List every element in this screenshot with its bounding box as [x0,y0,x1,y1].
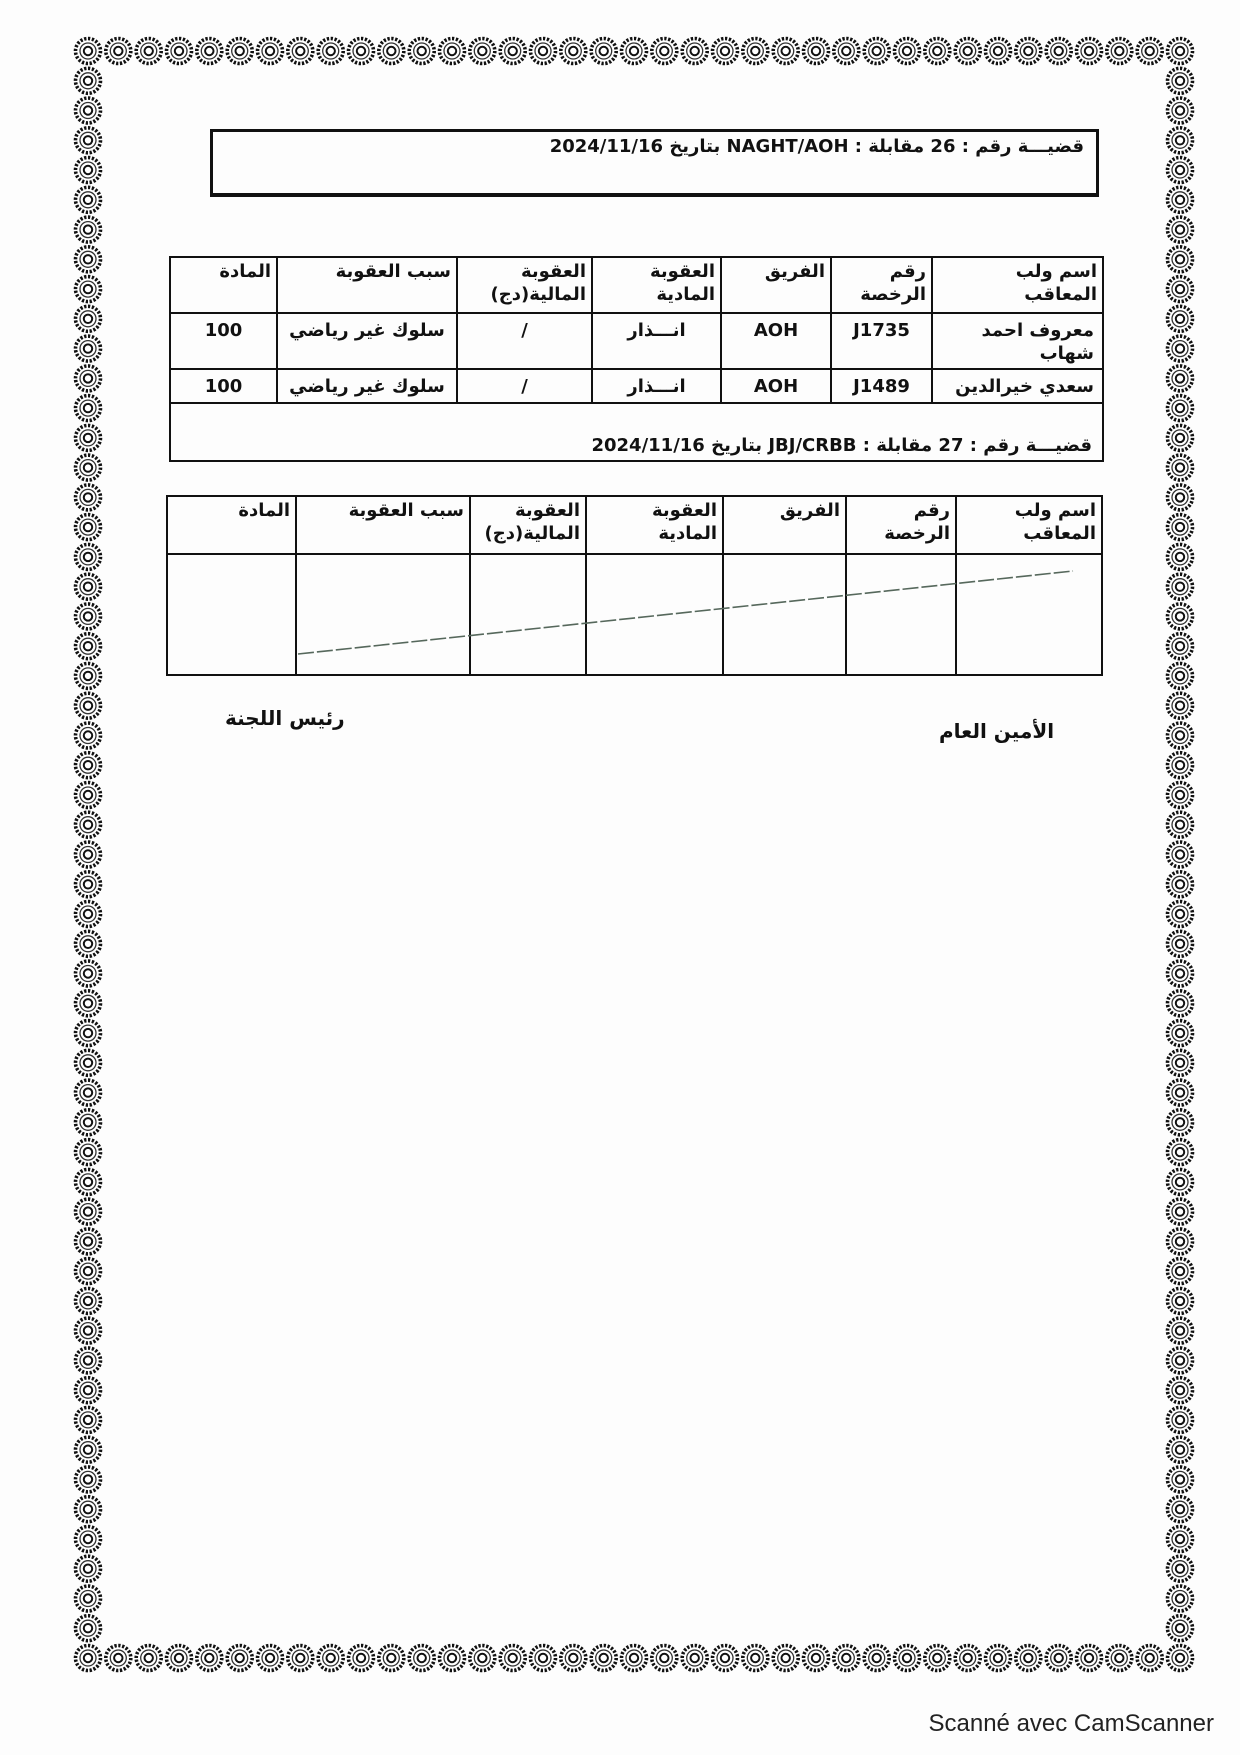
border-ornament [76,604,101,629]
border-ornament [1168,1199,1193,1224]
border-ornament [773,1646,798,1671]
scanner-watermark: Scanné avec CamScanner [928,1710,1214,1737]
border-ornament [1107,1646,1132,1671]
border-ornament [1168,1467,1193,1492]
border-ornament [1168,366,1193,391]
border-ornament [1168,693,1193,718]
border-ornament [76,217,101,242]
border-ornament [500,1646,525,1671]
border-ornament [258,1646,283,1671]
empty-cell [470,554,586,675]
border-ornament [227,39,252,64]
border-ornament [1168,544,1193,569]
financial-penalty-cell: / [457,313,592,369]
border-ornament [773,39,798,64]
border-ornament [622,39,647,64]
border-ornament [76,991,101,1016]
column-header-reason: سبب العقوبة [277,257,457,313]
border-ornament [106,39,131,64]
border-ornament [1168,1407,1193,1432]
player-name-cell: سعدي خيرالدين [932,369,1103,403]
border-ornament [76,68,101,93]
border-ornament [986,39,1011,64]
border-ornament [76,693,101,718]
border-ornament [622,1646,647,1671]
border-ornament [743,1646,768,1671]
border-ornament [1168,902,1193,927]
border-ornament [409,39,434,64]
reason-cell: سلوك غير رياضي [277,313,457,369]
border-ornament [76,1080,101,1105]
border-ornament [561,39,586,64]
table-row [170,369,1103,403]
border-ornament [76,396,101,421]
border-ornament [1168,128,1193,153]
border-ornament [1046,39,1071,64]
empty-cell [956,554,1102,675]
border-ornament [591,1646,616,1671]
border-ornament [76,247,101,272]
empty-cell [296,554,470,675]
article-cell: 100 [170,369,277,403]
license-cell: J1489 [831,369,932,403]
column-header-article: المادة [167,496,296,554]
border-ornament [1168,634,1193,659]
border-ornament [1168,98,1193,123]
border-ornament [76,902,101,927]
border-ornament [76,574,101,599]
border-ornament [1168,1437,1193,1462]
border-ornament [1168,39,1193,64]
empty-row [167,554,1102,675]
border-ornament [76,1199,101,1224]
border-ornament [895,1646,920,1671]
column-header-article: المادة [170,257,277,313]
border-ornament [76,1616,101,1641]
border-ornament [76,1646,101,1671]
case-heading-box [210,129,1099,197]
border-ornament [1168,336,1193,361]
border-ornament [76,1527,101,1552]
border-ornament [167,1646,192,1671]
border-ornament [1168,991,1193,1016]
border-ornament [440,39,465,64]
border-ornament [1168,1318,1193,1343]
border-ornament [76,39,101,64]
border-ornament [76,336,101,361]
border-ornament [804,1646,829,1671]
column-header-license: رقم الرخصة [831,257,932,313]
border-ornament [76,1140,101,1165]
border-ornament [76,515,101,540]
border-ornament [76,1318,101,1343]
border-ornament [1168,723,1193,748]
financial-penalty-cell: / [457,369,592,403]
border-ornament [1168,1140,1193,1165]
border-ornament [76,1229,101,1254]
border-ornament [76,1586,101,1611]
border-ornament [76,1348,101,1373]
border-ornament [1168,1556,1193,1581]
border-ornament [76,1556,101,1581]
border-ornament [76,158,101,183]
border-ornament [834,1646,859,1671]
border-ornament [76,98,101,123]
border-ornament [106,1646,131,1671]
article-cell: 100 [170,313,277,369]
border-ornament [1168,396,1193,421]
border-ornament [561,1646,586,1671]
border-ornament [1168,663,1193,688]
reason-cell: سلوك غير رياضي [277,369,457,403]
border-ornament [76,872,101,897]
border-ornament [440,1646,465,1671]
border-ornament [895,39,920,64]
border-ornament [1168,1497,1193,1522]
border-ornament [379,1646,404,1671]
license-cell: J1735 [831,313,932,369]
border-ornament [1168,961,1193,986]
border-ornament [76,783,101,808]
border-ornament [1107,39,1132,64]
border-ornament [76,187,101,212]
case-heading-row [170,403,1103,461]
border-ornament [76,1437,101,1462]
border-ornament [1168,1110,1193,1135]
border-ornament [955,39,980,64]
border-ornament [955,1646,980,1671]
border-ornament [1168,217,1193,242]
case-title: قضيـــة رقم : 27 مقابلة : JBJ/CRBB بتاريخ 2024/11/16 [170,403,1103,461]
border-ornament [76,1259,101,1284]
border-ornament [1168,1586,1193,1611]
border-ornament [1046,1646,1071,1671]
team-cell: AOH [721,313,831,369]
column-header-financial-penalty: العقوبة المالية(دج) [470,496,586,554]
border-ornament [531,1646,556,1671]
border-ornament [925,1646,950,1671]
border-ornament [864,1646,889,1671]
border-ornament [258,39,283,64]
border-ornament [1168,306,1193,331]
border-ornament [76,1497,101,1522]
border-ornament [136,1646,161,1671]
border-ornament [834,39,859,64]
border-ornament [76,277,101,302]
border-ornament [76,723,101,748]
border-ornament [76,812,101,837]
column-header-name: اسم ولب المعاقب [932,257,1103,313]
material-penalty-cell: انـــذار [592,369,721,403]
border-ornament [76,485,101,510]
border-ornament [1168,1021,1193,1046]
border-ornament [1168,485,1193,510]
border-ornament [1168,1646,1193,1671]
border-ornament [76,753,101,778]
border-ornament [1077,39,1102,64]
border-ornament [652,1646,677,1671]
border-ornament [531,39,556,64]
border-ornament [76,842,101,867]
column-header-material-penalty: العقوبة المادية [592,257,721,313]
border-ornament [76,931,101,956]
border-ornament [76,1050,101,1075]
border-ornament [1168,842,1193,867]
border-ornament [76,663,101,688]
team-cell: AOH [721,369,831,403]
border-ornament [76,1169,101,1194]
border-ornament [1016,39,1041,64]
border-ornament [1168,187,1193,212]
border-ornament [1168,812,1193,837]
empty-cell [846,554,956,675]
border-ornament [1168,68,1193,93]
border-ornament [76,1021,101,1046]
border-ornament [1168,515,1193,540]
border-ornament [76,128,101,153]
border-ornament [1168,158,1193,183]
border-ornament [227,1646,252,1671]
border-ornament [1137,39,1162,64]
border-ornament [743,39,768,64]
border-ornament [379,39,404,64]
border-ornament [864,39,889,64]
border-ornament [682,39,707,64]
border-ornament [76,961,101,986]
column-header-financial-penalty: العقوبة المالية(دج) [457,257,592,313]
border-ornament [76,634,101,659]
border-ornament [1168,1288,1193,1313]
border-ornament [1137,1646,1162,1671]
border-ornament [470,39,495,64]
border-ornament [1168,455,1193,480]
player-name-cell: معروف احمد شهاب [932,313,1103,369]
border-ornament [76,455,101,480]
border-ornament [986,1646,1011,1671]
header-row [170,257,1103,313]
column-header-license: رقم الرخصة [846,496,956,554]
border-ornament [167,39,192,64]
column-header-name: اسم ولب المعاقب [956,496,1102,554]
border-ornament [1168,1050,1193,1075]
border-ornament [713,1646,738,1671]
border-ornament [500,39,525,64]
border-ornament [1168,425,1193,450]
empty-cell [586,554,723,675]
border-ornament [288,1646,313,1671]
border-ornament [591,39,616,64]
border-ornament [349,39,374,64]
border-ornament [1168,604,1193,629]
border-ornament [197,39,222,64]
border-ornament [76,1110,101,1135]
border-ornament [76,1288,101,1313]
border-ornament [804,39,829,64]
border-ornament [1168,1080,1193,1105]
border-ornament [682,1646,707,1671]
penalty-table-case-26 [169,256,1104,462]
border-ornament [76,306,101,331]
border-ornament [1168,1169,1193,1194]
border-ornament [1168,277,1193,302]
border-ornament [409,1646,434,1671]
border-ornament [1168,753,1193,778]
border-ornament [76,425,101,450]
border-ornament [1168,574,1193,599]
border-ornament [76,544,101,569]
border-ornament [925,39,950,64]
border-ornament [1168,783,1193,808]
border-ornament [1168,1378,1193,1403]
border-ornament [1016,1646,1041,1671]
border-ornament [1168,1229,1193,1254]
border-ornament [76,1378,101,1403]
border-ornament [1168,1527,1193,1552]
secretary-general-signature-label: الأمين العام [939,719,1055,743]
border-ornament [1168,1259,1193,1284]
border-ornament [1168,1616,1193,1641]
column-header-team: الفريق [721,257,831,313]
border-ornament [197,1646,222,1671]
committee-chair-signature-label: رئيس اللجنة [225,706,345,730]
table-row [170,313,1103,369]
penalty-table-case-27 [166,495,1103,676]
empty-cell [167,554,296,675]
border-ornament [76,1467,101,1492]
column-header-material-penalty: العقوبة المادية [586,496,723,554]
case-title: قضيـــة رقم : 26 مقابلة : NAGHT/AOH بتاريخ 2024/11/16 [549,136,1084,157]
border-ornament [652,39,677,64]
header-row [167,496,1102,554]
material-penalty-cell: انـــذار [592,313,721,369]
border-ornament [713,39,738,64]
border-ornament [318,1646,343,1671]
border-ornament [136,39,161,64]
border-ornament [318,39,343,64]
column-header-reason: سبب العقوبة [296,496,470,554]
border-ornament [470,1646,495,1671]
column-header-team: الفريق [723,496,846,554]
border-ornament [1168,247,1193,272]
border-ornament [349,1646,374,1671]
border-ornament [76,1407,101,1432]
border-ornament [1168,872,1193,897]
empty-cell [723,554,846,675]
border-ornament [288,39,313,64]
border-ornament [76,366,101,391]
border-ornament [1077,1646,1102,1671]
border-ornament [1168,1348,1193,1373]
border-ornament [1168,931,1193,956]
